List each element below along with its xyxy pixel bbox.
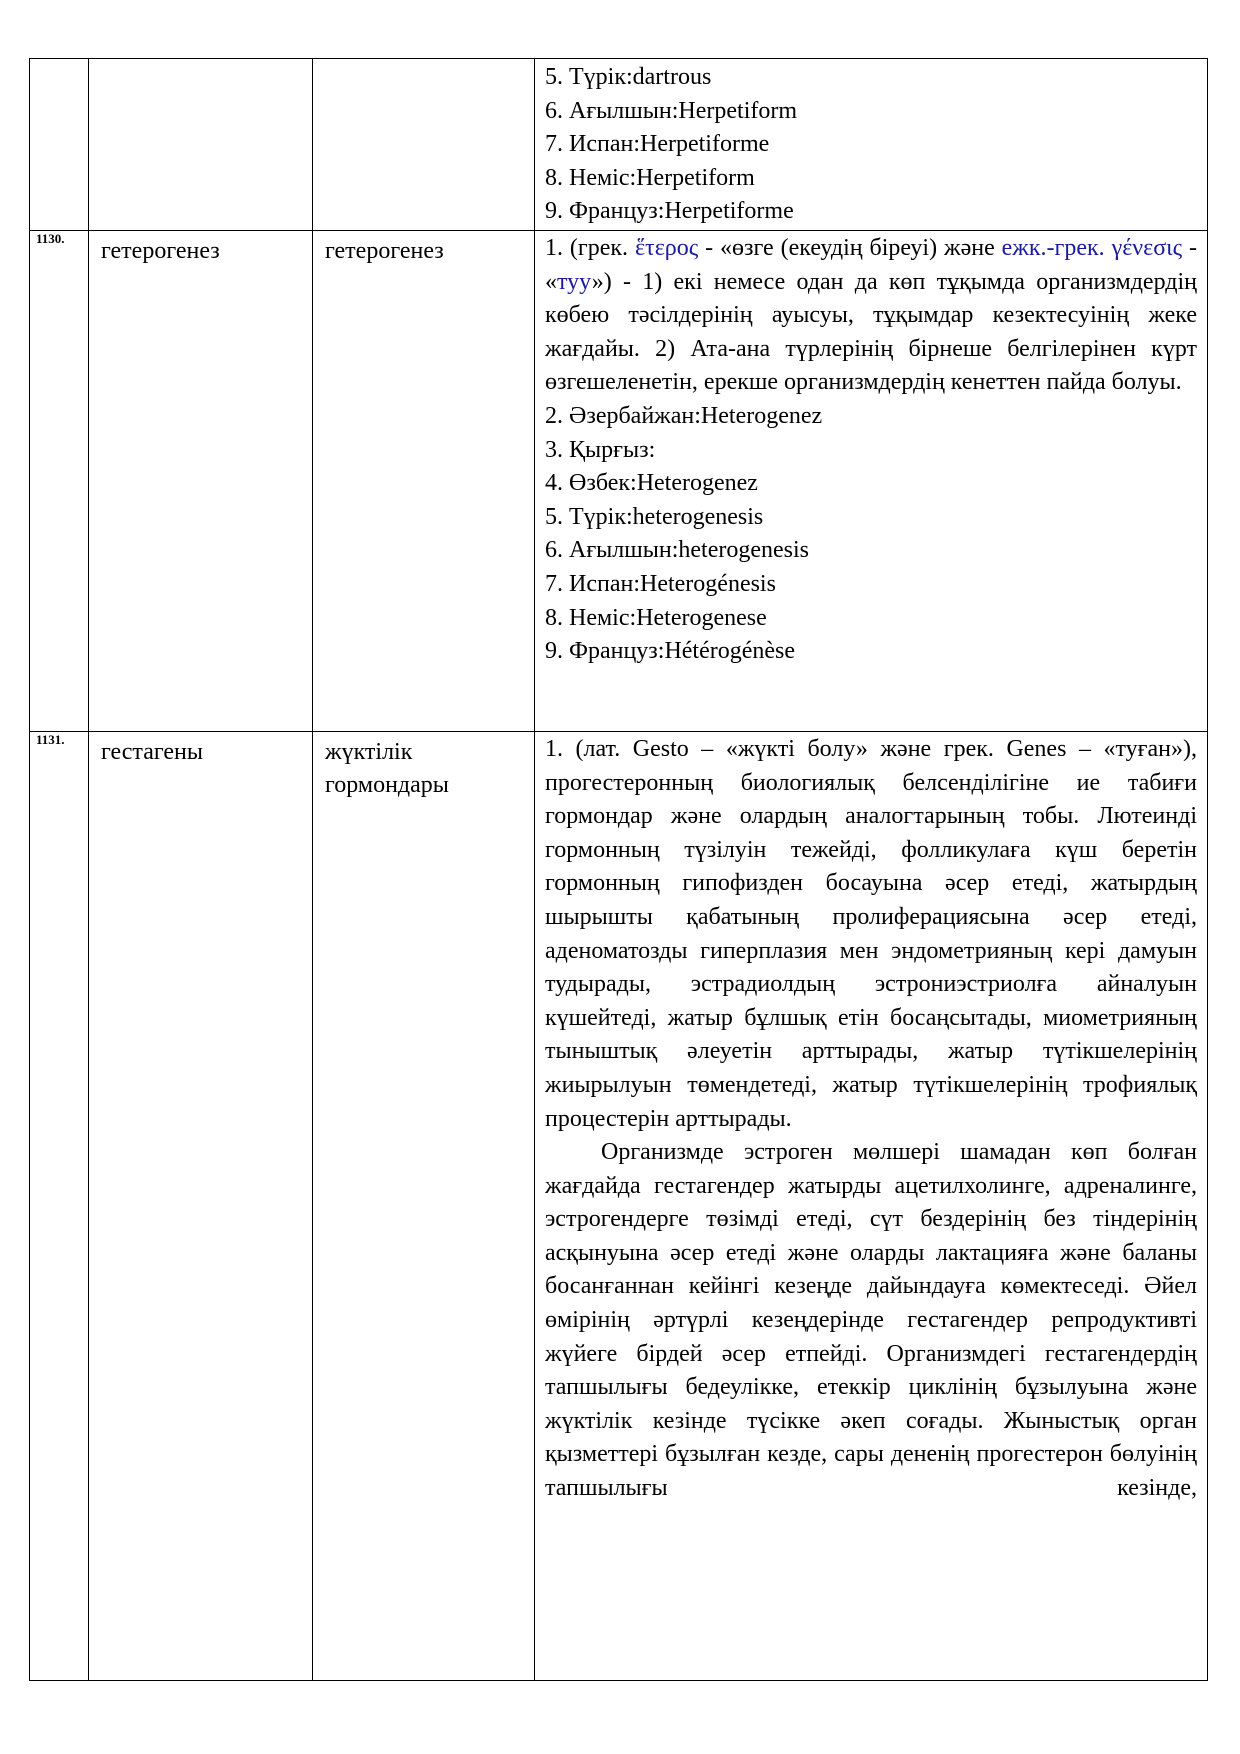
translation-line: 4. Өзбек:Heterogenez xyxy=(545,470,758,497)
table-row xyxy=(30,230,1208,731)
entry-kazakh: гетерогенез xyxy=(313,230,535,731)
entry-term xyxy=(89,59,313,231)
greek-word: γένεσις xyxy=(1111,234,1183,261)
translation-line: 5. Түрік:heterogenesis xyxy=(545,503,764,530)
entry-number xyxy=(30,59,89,231)
definition-paragraph: Организмде эстроген мөлшері шамадан көп болған жағдайда гестагендер жатырды ацетилхолинге, адреналинге, эстрогендерге төзімді етеді, сүт бездерінің без тіндерінің асқынуына әсер етеді және оларды лактацияға және баланы босанғаннан кейінгі кезеңде дайындауға көмектеседі. Әйел өмірінің әртүрлі кезеңдерінде гестагендер репродуктивті жүйеге бірдей әсер етпейді. Организмдегі гестагендердің тапшылығы бедеулікке, етеккір циклінің бұзылуына және жүктілік кезінде түсікке әкеп соғады. Жыныстық орган қызметтері бұзылған кезде, сары дененің прогестерон бөлуінің тапшылығы кезінде, xyxy=(545,1139,1197,1502)
entry-term: гестагены xyxy=(89,731,313,1680)
translation-line: 3. Қырғыз: xyxy=(545,436,656,463)
greek-word: ἕτερος xyxy=(634,234,699,261)
entry-definition xyxy=(535,59,1208,231)
translation-line: 7. Испан:Herpetiforme xyxy=(545,131,770,158)
entry-number: 1130. xyxy=(30,230,89,731)
definition-text: 1. (грек. ἕτερος - «өзге (екеудің біреуі) және ежк.-грек. γένεσις - «туу») - 1) екі немесе одан да көп тұқымда организмдердің көбею тәсілдерінің ауысуы, тұқымдар кезектесуінің жеке жағдайы. 2) Ата-ана түрлерінің бірнеше белгілерінен күрт өзгешеленетін, ерекше организмдердің кенеттен пайда болуы. xyxy=(545,234,1198,396)
translation-line: 2. Әзербайжан:Heterogenez xyxy=(545,402,823,429)
table-row xyxy=(30,731,1208,1680)
translation-line: 7. Испан:Heterogénesis xyxy=(545,570,776,597)
translation-line: 9. Француз:Hétérogénèse xyxy=(545,638,796,665)
dictionary-table xyxy=(29,58,1208,1681)
definition-paragraph: 1. (лат. Gesto – «жүкті болу» және грек. Genes – «туған»), прогестеронның биологиялық белсенділігіне ие табиғи гормондар және олардың аналогтарының тобы. Лютеинді гормонның түзілуін тежейді, фолликулаға күш беретін гормонның гипофизден босауына әсер етеді, жатырдың шырышты қабатының пролиферациясына әсер етеді, аденоматозды гиперплазия мен эндометрияның кері дамуын тудырады, эстрадиолдың эстрониэстриолға айналуын күшейтеді, жатыр бұлшық етін босаңсытады, миометрияның тыныштық әлеуетін арттырады, жатыр түтікшелерінің жиырылуын төмендетеді, жатыр түтікшелерінің трофиялық процестерін арттырады. xyxy=(545,735,1197,1132)
translation-line: 6. Ағылшын:Herpetiform xyxy=(545,97,798,124)
translation-line: 8. Неміс:Herpetiform xyxy=(545,164,755,191)
translation-line: 6. Ағылшын:heterogenesis xyxy=(545,537,810,564)
entry-number: 1131. xyxy=(30,731,89,1680)
translation-line: 9. Француз:Herpetiforme xyxy=(545,198,794,225)
entry-definition xyxy=(535,731,1208,1680)
entry-kazakh: жүктілік гормондары xyxy=(313,731,535,1680)
translation-link: туу xyxy=(557,268,592,295)
entry-term: гетерогенез xyxy=(89,230,313,731)
translation-line: 8. Неміс:Heterogenese xyxy=(545,604,767,631)
translation-line: 5. Түрік:dartrous xyxy=(545,64,712,90)
entry-kazakh xyxy=(313,59,535,231)
table-row xyxy=(30,59,1208,231)
ancient-greek-link: ежк.-грек. xyxy=(1001,234,1105,261)
entry-definition xyxy=(535,230,1208,731)
